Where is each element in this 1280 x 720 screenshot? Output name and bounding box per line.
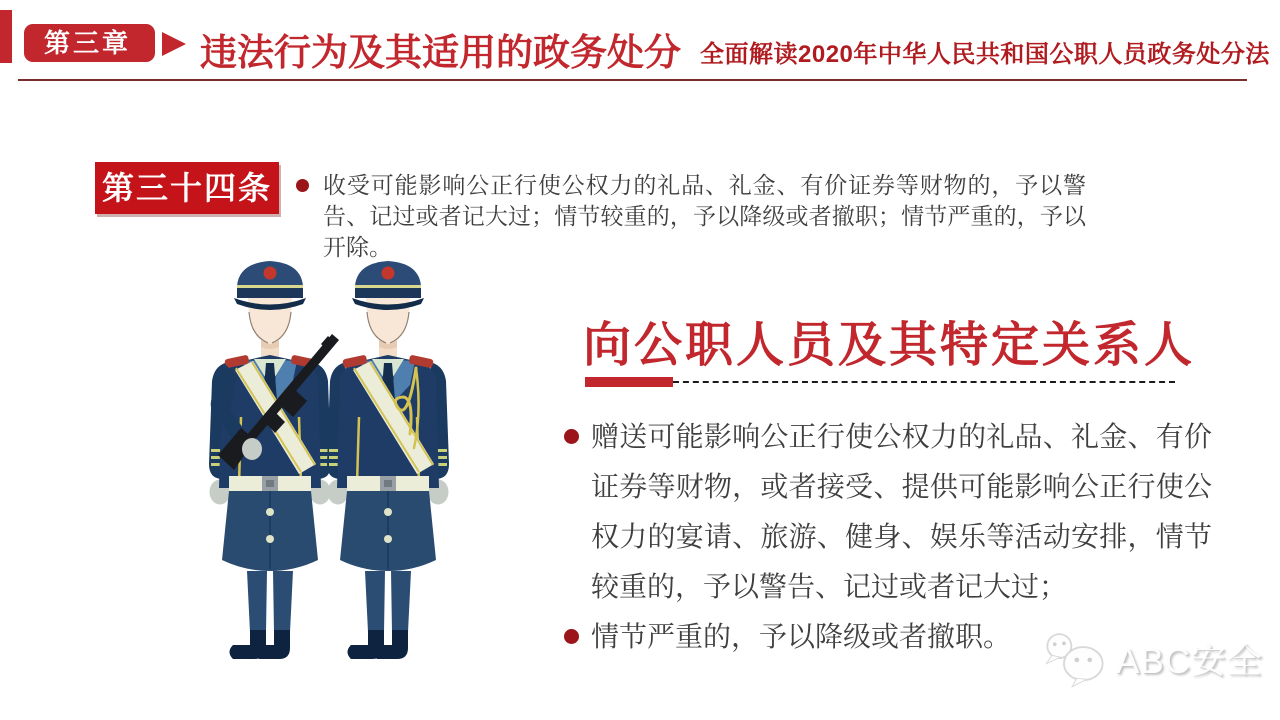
article-clause-text: 收受可能影响公正行使公权力的礼品、礼金、有价证券等财物的，予以警告、记过或者记大过；情节较重的，予以降级或者撤职；情节严重的，予以开除。 xyxy=(323,172,1086,260)
section-title: 向公职人员及其特定关系人 xyxy=(583,319,1196,372)
bullet-text: 情节严重的，予以降级或者撤职。 xyxy=(591,621,1012,652)
chapter-label: 第三章 xyxy=(44,28,132,58)
bullet-icon xyxy=(564,629,579,644)
article-number-badge: 第三十四条 xyxy=(95,162,279,214)
page-subtitle: 全面解读2020年中华人民共和国公职人员政务处分法 xyxy=(700,41,1270,68)
article-clause xyxy=(296,170,1086,263)
wechat-icon xyxy=(1040,630,1110,688)
watermark xyxy=(1040,630,1263,688)
underline-bar xyxy=(585,377,673,387)
bullet-text: 赠送可能影响公正行使公权力的礼品、礼金、有价证券等财物，或者接受、提供可能影响公正行使公权力的宴请、旅游、健身、娱乐等活动安排，情节较重的，予以警告、记过或者记大过； xyxy=(591,421,1212,602)
badge-arrow-icon xyxy=(162,32,186,56)
bullet-icon xyxy=(296,179,309,192)
header-divider xyxy=(18,79,1247,81)
list-item xyxy=(564,412,1212,612)
page-title: 违法行为及其适用的政务处分 xyxy=(200,32,681,73)
honor-guards-illustration xyxy=(185,252,505,670)
bullet-icon xyxy=(564,429,579,444)
section-bullets xyxy=(564,412,1212,662)
watermark-label: ABC安全 xyxy=(1116,642,1263,681)
chapter-badge xyxy=(24,24,155,62)
underline-dashes xyxy=(673,381,1175,383)
header-accent-stripe xyxy=(0,10,12,63)
section-underline xyxy=(585,377,1175,387)
